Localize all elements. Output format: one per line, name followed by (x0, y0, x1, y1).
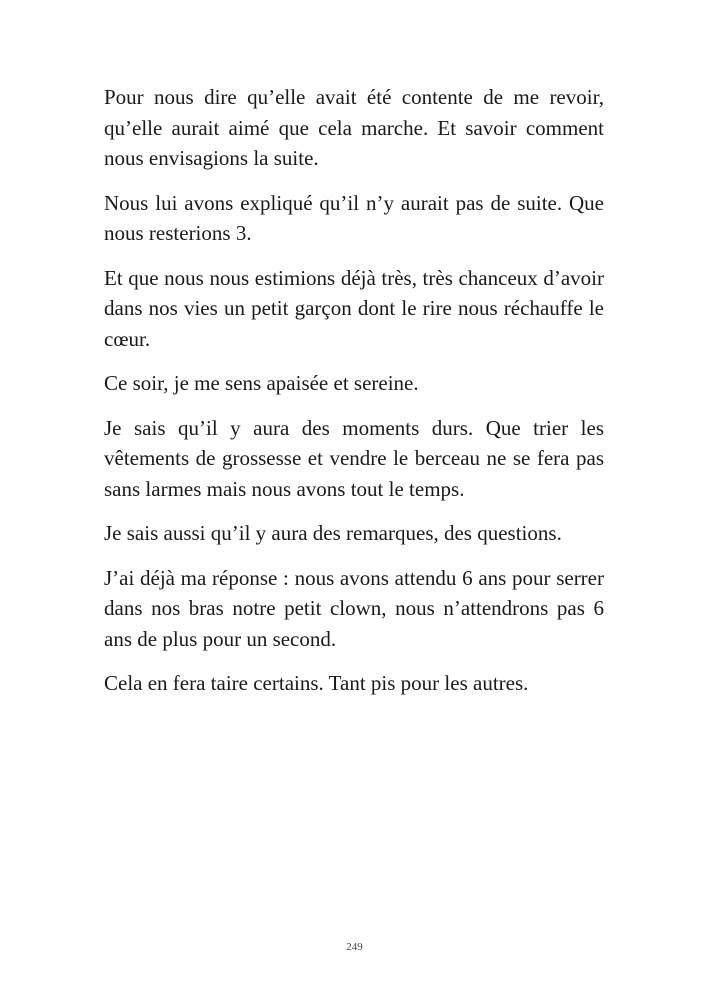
paragraph-3: Et que nous nous estimions déjà très, très chanceux d’avoir dans nos vies un petit garçon dont le rire nous réchauffe le cœur. (104, 265, 604, 351)
paragraph-2: Nous lui avons expliqué qu’il n’y aurait pas de suite. Que nous resterions 3. (104, 190, 604, 245)
page-number: 249 (346, 941, 363, 953)
paragraph-1: Pour nous dire qu’elle avait été contente de me revoir, qu’elle aurait aimé que cela marche. Et savoir comment nous envisagions la suite. (104, 85, 604, 170)
page-body (104, 82, 604, 713)
paragraph-4: Ce soir, je me sens apaisée et sereine. (104, 371, 419, 395)
paragraph-8: Cela en fera taire certains. Tant pis pour les autres. (104, 671, 529, 695)
paragraph-7: J’ai déjà ma réponse : nous avons attendu 6 ans pour serrer dans nos bras notre petit clown, nous n’attendrons pas 6 ans de plus pour un second. (104, 565, 604, 651)
paragraph-5: Je sais qu’il y aura des moments durs. Que trier les vêtements de grossesse et vendre le berceau ne se fera pas sans larmes mais nous avons tout le temps. (104, 415, 604, 501)
paragraph-6: Je sais aussi qu’il y aura des remarques, des questions. (104, 521, 562, 545)
